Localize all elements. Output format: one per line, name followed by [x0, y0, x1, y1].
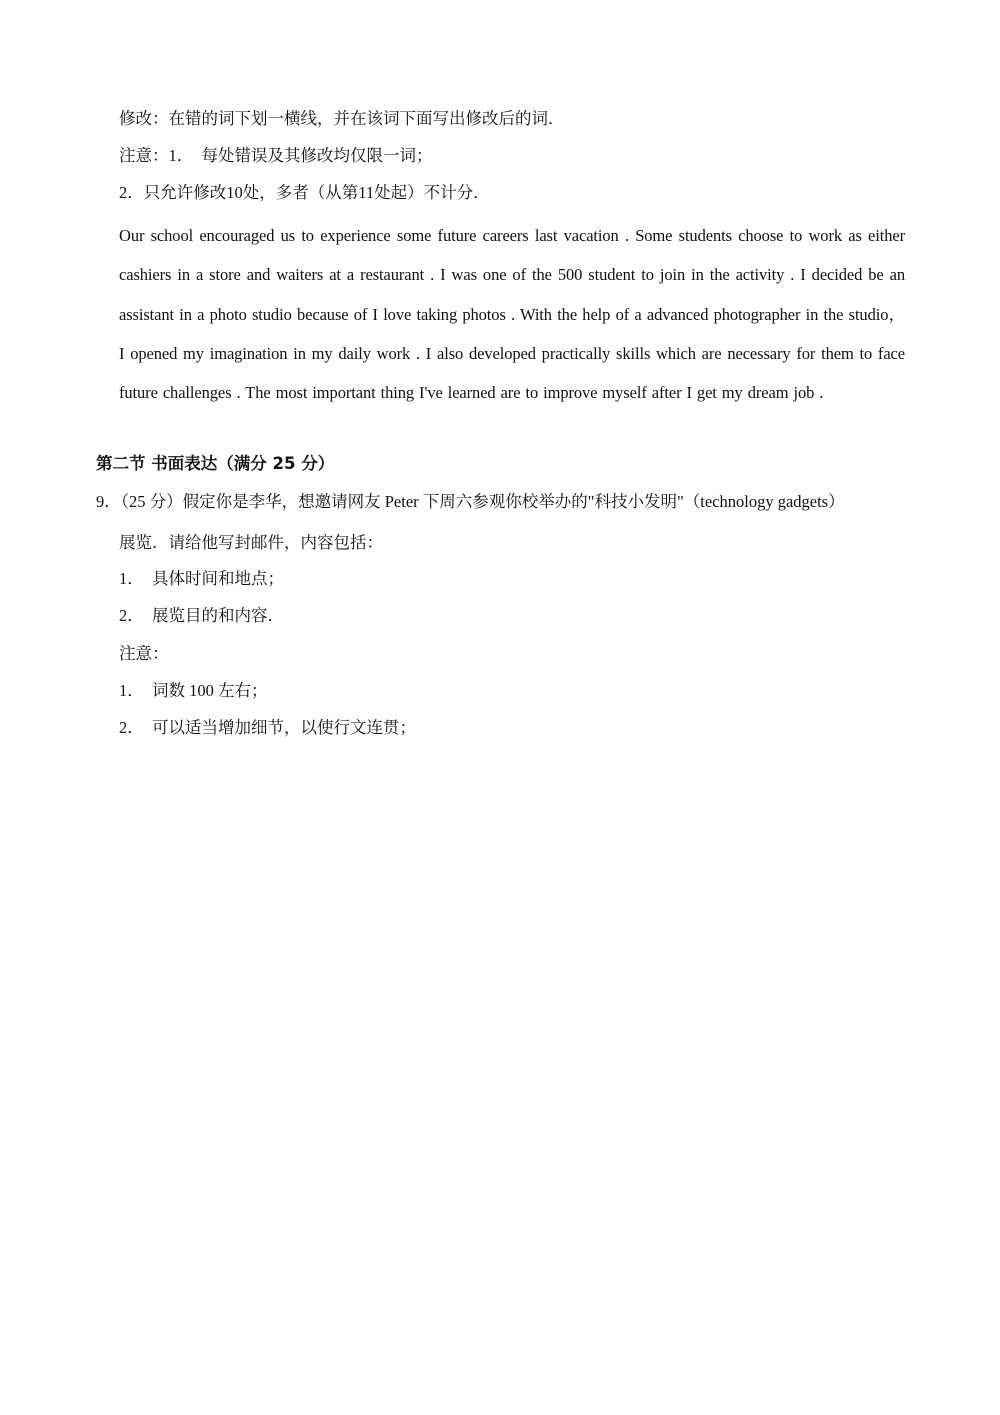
note-item-2: 2．只允许修改10处，多者（从第11处起）不计分． — [119, 183, 490, 202]
notes-item-2: 2． 可以适当增加细节，以使行文连贯； — [119, 718, 416, 737]
note-item-1: 注意：1． 每处错误及其修改均仅限一词； — [119, 146, 433, 165]
modify-instruction: 修改：在错的词下划一横线，并在该词下面写出修改后的词． — [119, 109, 565, 128]
question-9-prompt-continued: 展览．请给他写封邮件，内容包括： — [119, 533, 383, 552]
content-item-1: 1． 具体时间和地点； — [119, 569, 284, 588]
section-title: 第二节 书面表达（满分 25 分） — [96, 454, 335, 473]
notes-item-1: 1． 词数 100 左右； — [119, 681, 268, 700]
content-item-2: 2． 展览目的和内容． — [119, 606, 284, 625]
notes-label: 注意： — [119, 644, 169, 663]
question-9-prompt: 9．（25 分）假定你是李华，想邀请网友 Peter 下周六参观你校举办的"科技小发明"（technology gadgets） — [96, 492, 845, 511]
error-correction-passage: Our school encouraged us to experience some future careers last vacation . Some students choose to work as either cashiers in a store and waiters at a restaurant . I was one of the 500 student to join in the activity . I decided be an assistant in a photo studio because of I love taking photos . With the help of a advanced photographer in the studio， I opened my imagination in my daily work . I also developed practically skills which are necessary for them to face future challenges . The most important thing I've learned are to improve myself after I get my dream job . — [119, 226, 905, 403]
